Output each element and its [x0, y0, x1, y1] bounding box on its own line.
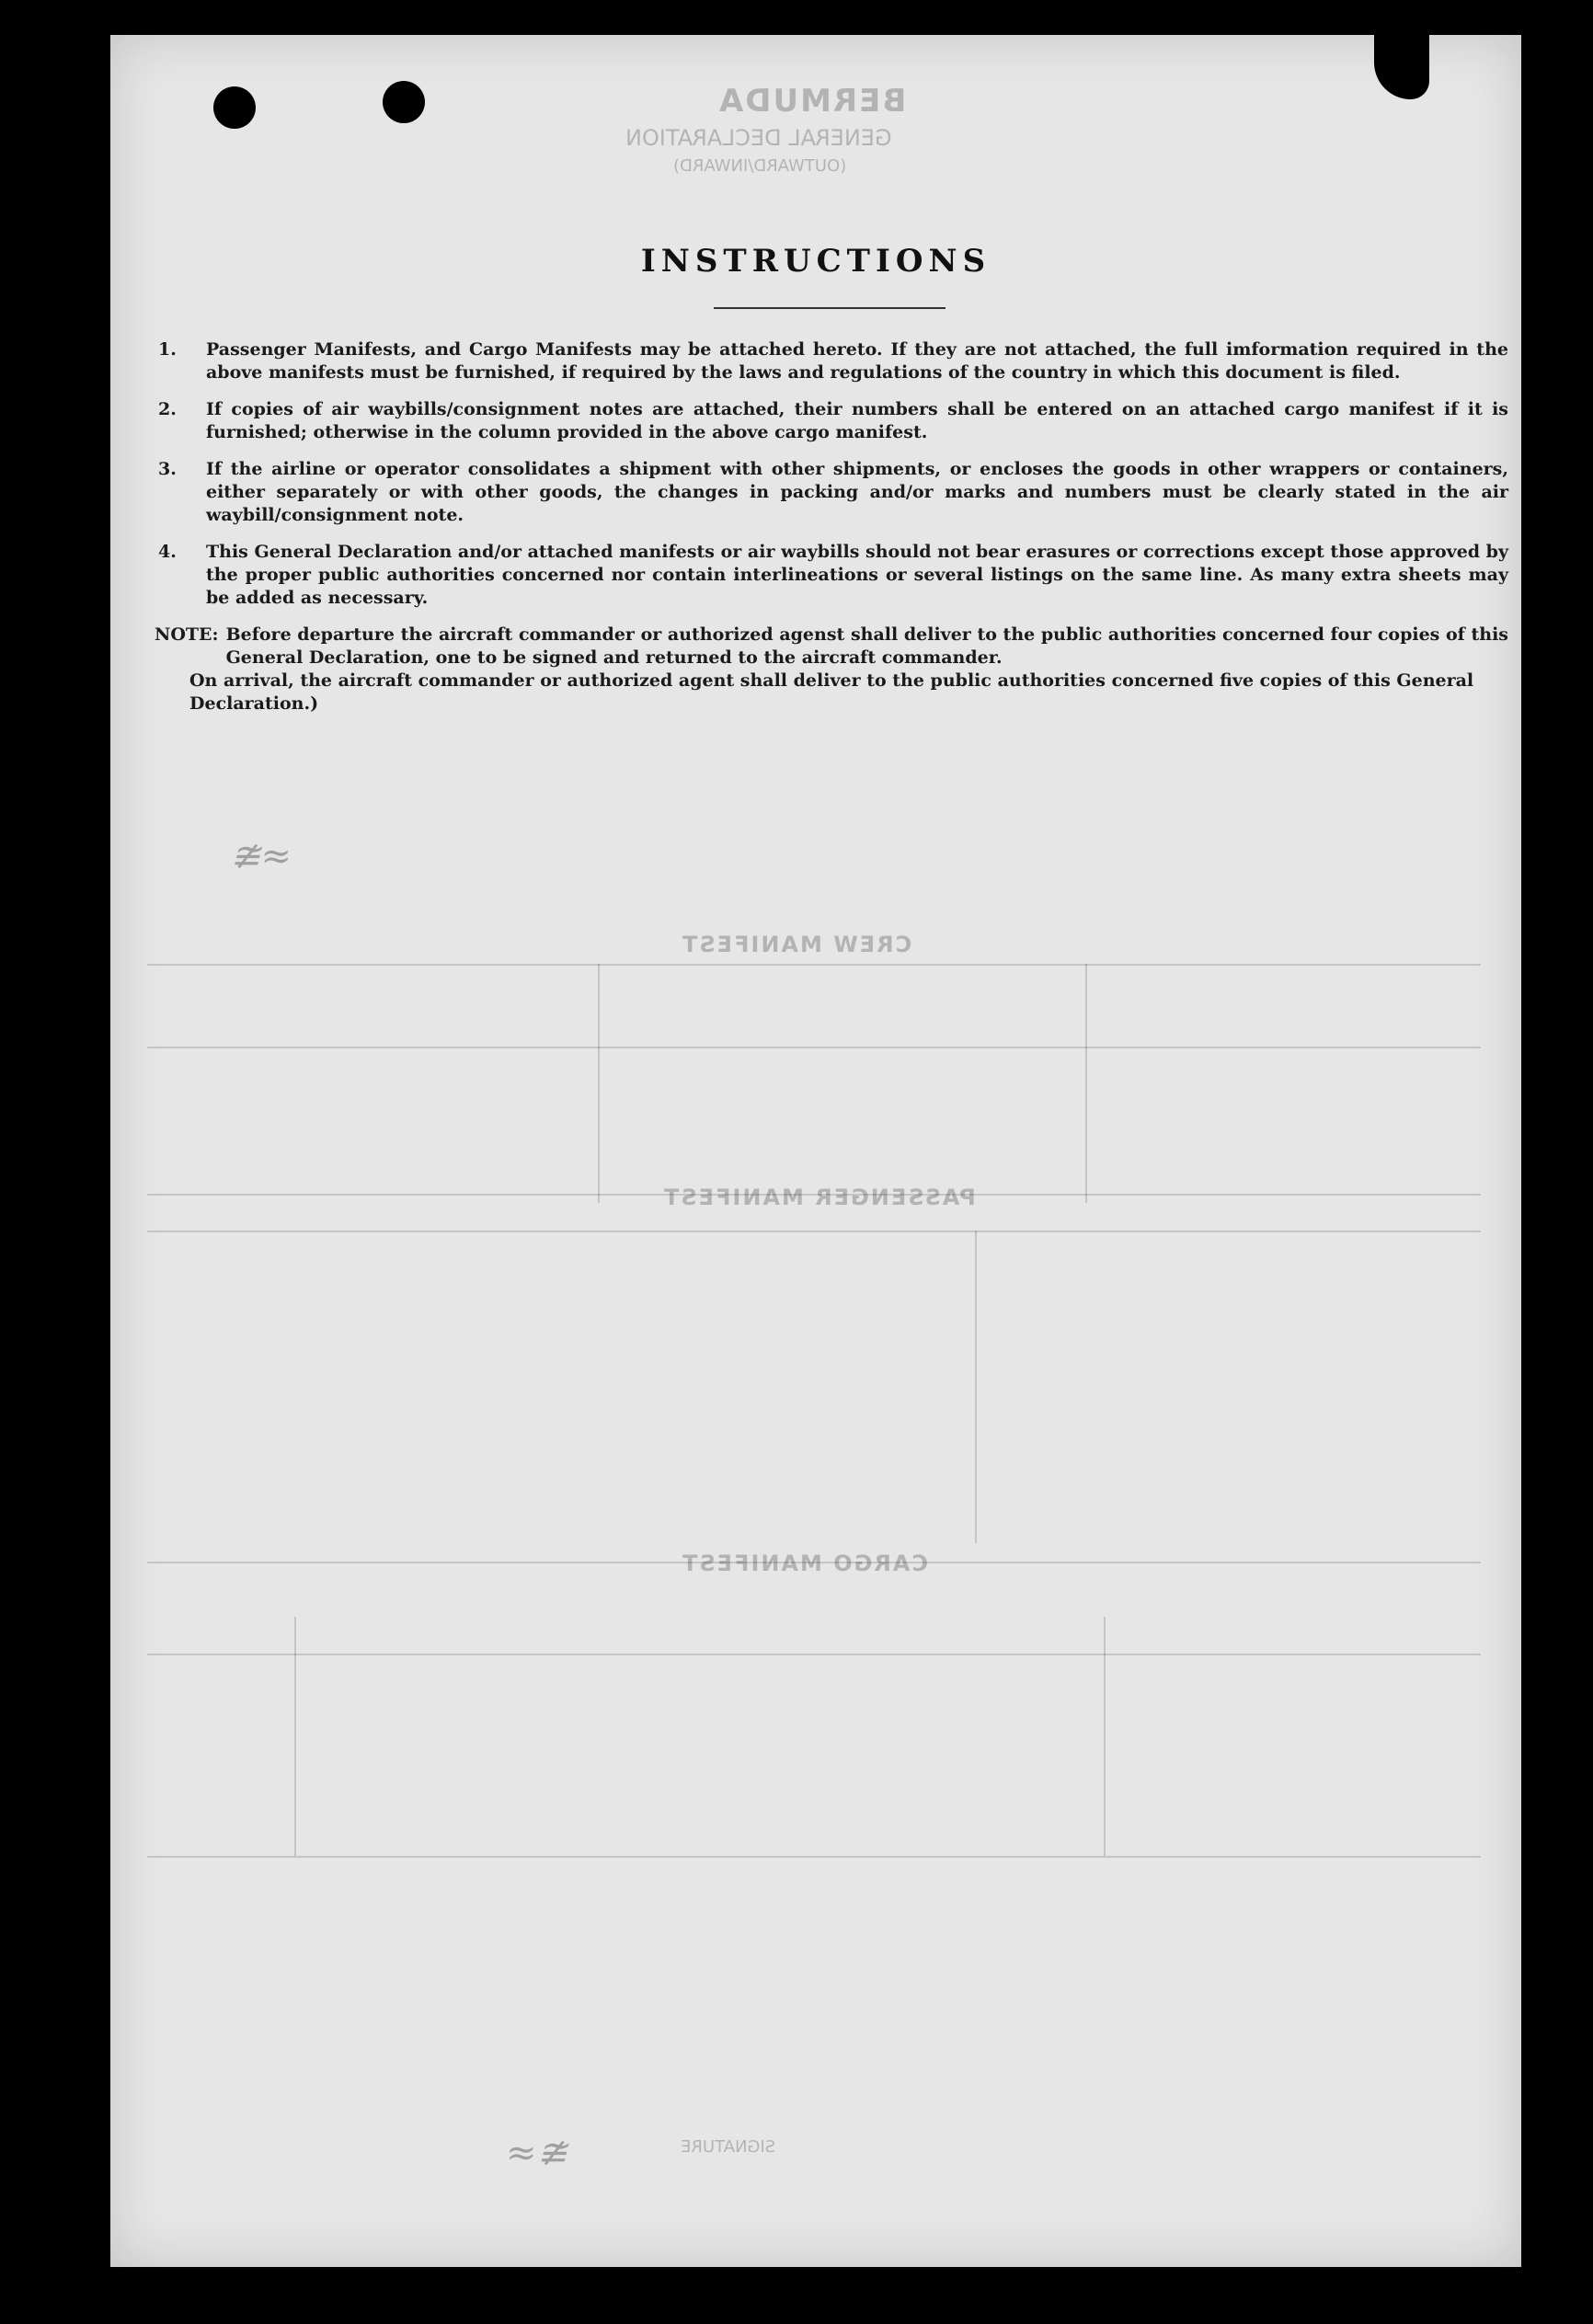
bleed-vline: [598, 964, 600, 1203]
page-title: INSTRUCTIONS: [640, 243, 991, 280]
punch-hole: [383, 81, 425, 123]
bleed-rule: [147, 1562, 1481, 1563]
bleed-vline: [294, 1617, 296, 1856]
torn-corner: [1374, 35, 1429, 99]
item-number: 4.: [158, 542, 177, 562]
item-number: 1.: [158, 339, 177, 360]
item-text: If copies of air waybills/consignment notes are attached, their numbers shall be entered on an attached cargo manifest if it is furnished; otherwise in the column provided in the above cargo manifest.: [206, 399, 1508, 442]
instructions-list: [155, 338, 1509, 716]
bleed-vline: [1104, 1617, 1106, 1856]
bleed-passenger-manifest: PASSENGER MANIFEST: [662, 1185, 976, 1210]
bleed-vline: [1085, 964, 1087, 1203]
bleed-rule: [147, 1856, 1481, 1858]
item-text: If the airline or operator consolidates a shipment with other shipments, or encloses the goods in other wrappers or containers, either separately or with other goods, the changes in packing and/or marks and numbers must be clearly stated in the air waybill/consignment note.: [206, 459, 1508, 525]
item-number: 2.: [158, 399, 177, 419]
bleed-crew-manifest: CREW MANIFEST: [681, 932, 912, 957]
bleed-rule: [147, 1047, 1481, 1048]
bleed-signature: SIGNATURE: [681, 2137, 776, 2157]
note-label: NOTE:: [155, 624, 219, 645]
bleed-rule: [147, 1654, 1481, 1655]
note-text-arrival: On arrival, the aircraft commander or authorized agent shall deliver to the public authorities concerned five copies of this General Declaration.): [189, 670, 1474, 714]
instruction-item: [158, 398, 1508, 444]
item-text: This General Declaration and/or attached manifests or air waybills should not bear erasures or corrections except those approved by the proper public authorities concerned nor contain interlineations or several listings on the same line. As many extra sheets may be added as necessary.: [206, 542, 1509, 608]
title-underline: [714, 307, 945, 309]
bleed-rule: [147, 1194, 1481, 1196]
note-block: [155, 624, 1508, 716]
bleed-vline: [975, 1231, 977, 1543]
bleed-subtitle-2: (OUTWARD/INWARD): [673, 156, 847, 176]
item-text: Passenger Manifests, and Cargo Manifests may be attached hereto. If they are not attached, the full imformation required in the above manifests must be furnished, if required by the laws and regulations of the country in which this document is filed.: [206, 339, 1508, 383]
bleed-cargo-manifest: CARGO MANIFEST: [681, 1551, 929, 1576]
item-number: 3.: [158, 459, 177, 479]
note-text: Before departure the aircraft commander or authorized agenst shall deliver to the public authorities concerned four copies of this General Declaration, one to be signed and returned to the aircraft commander.: [225, 624, 1508, 668]
instruction-item: [158, 338, 1508, 384]
instruction-item: [158, 458, 1508, 527]
bleed-subtitle: GENERAL DECLARATION: [625, 125, 892, 151]
punch-hole: [213, 86, 256, 129]
bleed-handwriting: ≈≇: [506, 2132, 568, 2174]
bleed-rule: [147, 1231, 1481, 1232]
bleed-handwriting: ≇≈: [230, 835, 292, 877]
bleed-rule: [147, 964, 1481, 966]
bleed-header: BERMUDA: [717, 83, 907, 120]
instruction-item: [158, 541, 1508, 610]
document-page: [110, 35, 1521, 2267]
